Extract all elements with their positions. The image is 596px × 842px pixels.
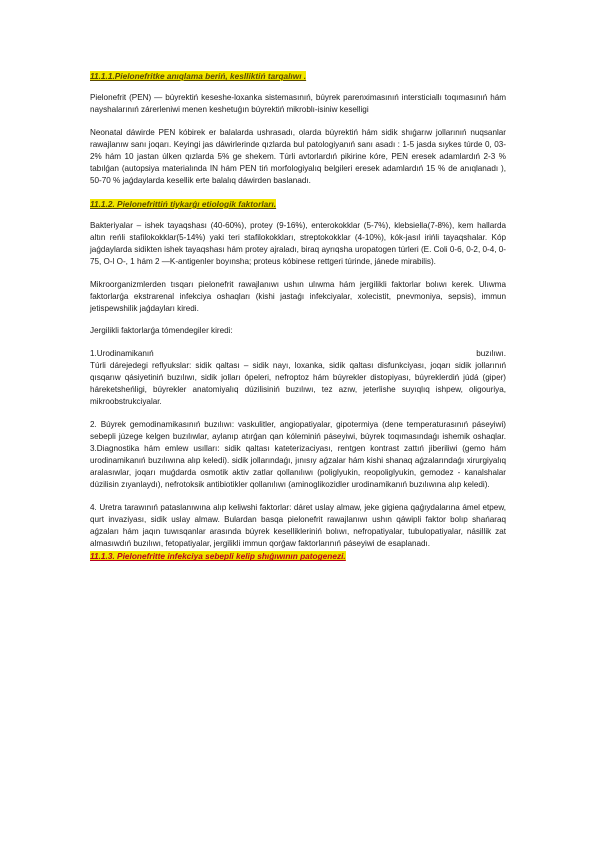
- urodynamics-line-right: buzılıwı.: [476, 348, 506, 358]
- document-body: [90, 70, 506, 572]
- paragraph-hemodynamics: 2. Búyrek gemodinamikasınıń buzılıwı: vaskulitler, angiopatiyalar, gipotermiya (dene temperaturasınıń páseyiwi) sebepli júzege kelgen buzılıwlar, aylanıp atırǵan qan kóleminiń páseyiwi, búyrek toqımasındaǵı ishemik oshaqlar. 3.Diagnostika hám emlew usılları: sidik qaltası kateterizaciyası, rentgen kontrast zattıń jiberiliwi (gemo hám urodinamikanıń buzılıwına alıp keledi). sidik jollarındaǵı, jınısıy aǵzalar hám kishi shanaq aǵzalarındaǵı xirurgiyalıq aralasıwlar, joqarı muǵdarda osmotik aktiv zatlar qollanılıwı (poliglyukin, reopoliglyukin, gemodez - kanalshalar dúzilisin zıyanlaydı), nefrotoksik antibiotikler qollanılıwı (aminoglikozidler urodinamikanıń buzılıwına alıp keledi).: [90, 419, 506, 490]
- paragraph-definition: Pielonefrit (PEN) — búyrektiń keseshe-loxanka sistemasınıń, búyrek parenximasınıń intersticiallı toqımasınıń hám nayshalarınıń zárerleniwi menen keshetuǵın búyrektiń mikroblı-isiniw keselligi: [90, 93, 506, 115]
- section-heading-1-1-2: [90, 198, 506, 210]
- highlighted-heading-text: 11.1.3. Pielonefritte infekciya sebepli kelip shıǵıwının patogenezi.: [90, 551, 346, 562]
- urodynamics-first-line: [90, 348, 506, 360]
- highlighted-heading-text: 11.1.2. Pielonefrittiń tiykarǵı etiologik faktorları.: [90, 198, 277, 209]
- urodynamics-line-left: 1.Urodinamikanıń: [90, 348, 154, 358]
- paragraph-general-factors: Mikroorganizmlerden tısqarı pielonefrit rawajlanıwı ushın ulıwma hám jergilikli faktorlar bolıwı kerek. Ulıwma faktorlarǵa ekstrarenal infekciya oshaqları (kishi jastaǵı infekciyalar, xolecistit, pnevmoniya, sepsis), immun jetispewshilik jaǵdayları kiredi.: [90, 279, 506, 313]
- paragraph-urethra-factors: [90, 502, 506, 550]
- paragraph-local-factors-intro: Jergilikli faktorlarǵa tómendegiler kiredi:: [90, 326, 233, 336]
- section-heading-1-1-1: [90, 70, 506, 82]
- highlighted-heading-text: 11.1.1.Pielonefritke anıqlama beriń, keslliktiń tarqalıwı .: [90, 71, 307, 81]
- urodynamics-rest: Túrli dárejedegi reflyukslar: sidik qaltası – sidik nayı, loxanka, sidik qaltası disfunkciyası, joqarı sidik jollarınıń qısqarıw qásiyetiniń buzılıwı, sidik jolları ópeleri, nefroptoz hám búyrekler distopiyası, búyreklerdiń júdá (giper) háreketsheńligi, búyrekler anatomiyalıq dúzilisiniń buzılıwı, tez azıw, jeterlishe suyıqlıq ishpew, oligouriya, mikroobstrukciyalar.: [90, 361, 506, 407]
- urethra-factors-text: 4. Uretra tarawınıń pataslanıwına alıp keliwshi faktorlar: dáret uslay almaw, jeke gigiena qaǵıydalarına ámel etpew, qurt invaziyası, sidik uslay almaw. Bulardan basqa pielonefrit rawajlanıwı ushın qáwipli faktor bolıp shańaraq aǵzaları hám jaqın tuwısqanlar arasında búyrek kesellikleriniń bolıwı, nefropatiyalar, tubulopatiyalar, násillik zat almasıwdıń buzılıwı, fetopatiyalar, jergilikli immun qorǵaw faktorlarınıń páseyiwi de esaplanadı.: [90, 502, 506, 549]
- paragraph-urodynamics: [90, 348, 506, 408]
- paragraph-bacteria: Bakteriyalar – ishek tayaqshası (40-60%), protey (9-16%), enterokokklar (5-7%), klebsiella(7-8%), kem hallarda altın reńli stafilokokklar(5-14%) yaki teri stafilokokkları, streptokokklar (4-10%), kók-jasıl irińli tayaqshalar. Kóp jaǵdaylarda sidikten ishek tayaqshası hám protey ajraladı, biraq ayrıqsha uropatogen túrleri (E. Coli 0-6, 0-2, 0-4, 0-75, O-l O-, 1 hám 2 —K-antigenler boyınsha; proteus kóbinese rettgeri túrinde, jánede mirabilis).: [90, 220, 506, 266]
- section-heading-1-1-3: [90, 550, 506, 562]
- paragraph-prevalence: Neonatal dáwirde PEN kóbirek er balalarda ushrasadı, olarda búyrektiń hám sidik shıǵarıw jollarınıń nuqsanlar rawajlanıw sanı joqarı. Keyingi jas dáwirlerinde qızlarda bul patologiyanıń sanı asadı : 1-5 jasda sıykes túrde 0, 03-2% hám 10 jastan úlken qızlarda 5% ge shekem. Túrli avtorlardıń pikirine kóre, PEN eresek adamlardıń 2-3 % tabılǵan (autopsiya materialında IN hám PEN tiń morfologiyalıq belgileri eresek adamlardıń 15 % de anıqlanadı ), 50-70 % jaǵdaylarda kesellik erte balalıq dáwirden baslanadı.: [90, 127, 506, 186]
